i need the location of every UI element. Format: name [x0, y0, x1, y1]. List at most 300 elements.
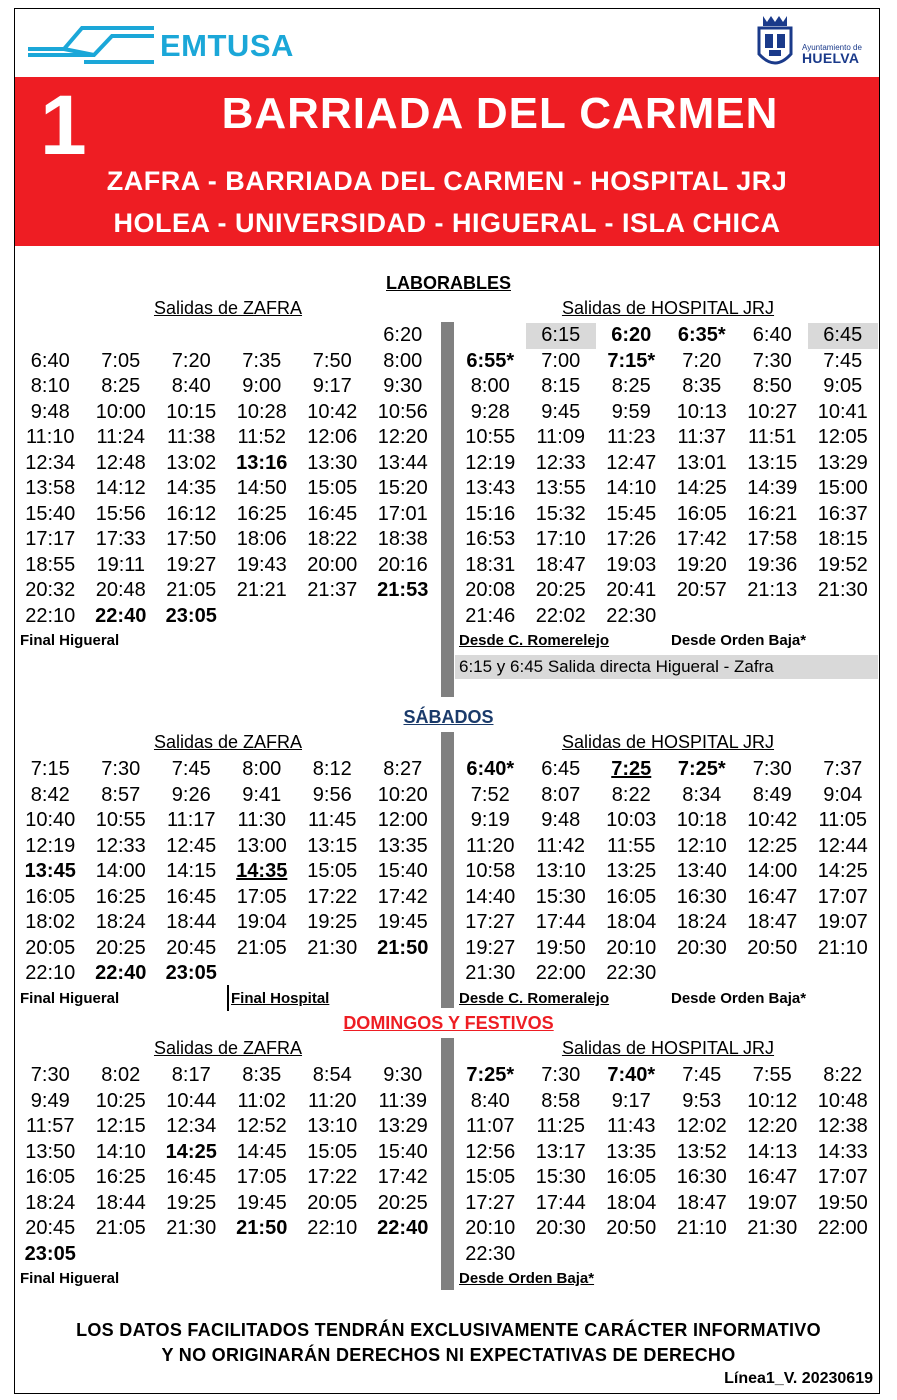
departure-time: 11:02 — [237, 1089, 287, 1112]
departure-time: 8:35 — [242, 1064, 282, 1086]
departure-time: 16:25 — [95, 1166, 146, 1188]
departure-time: 20:32 — [25, 579, 76, 601]
departure-time: 6:55* — [466, 349, 515, 372]
departure-time — [808, 1242, 879, 1268]
departure-time: 8:57 — [101, 783, 141, 806]
column-title-zafra: Salidas de ZAFRA — [153, 1038, 303, 1058]
departure-time: 13:45 — [24, 860, 76, 882]
departure-time: 12:52 — [236, 1115, 287, 1137]
departure-time: 7:20 — [171, 349, 211, 372]
table-row — [455, 936, 878, 962]
departure-time: 15:00 — [817, 477, 868, 499]
departure-time: 13:15 — [307, 834, 358, 857]
departure-time: 11:57 — [25, 1115, 75, 1137]
departure-time: 15:32 — [535, 502, 586, 525]
departure-time: 16:45 — [166, 885, 217, 908]
departure-time: 18:24 — [95, 911, 146, 933]
table-row — [455, 374, 878, 400]
departure-time: 20:50 — [606, 1217, 657, 1239]
departure-time — [737, 604, 808, 630]
departure-time: 9:30 — [383, 375, 423, 397]
departure-time: 8:50 — [752, 375, 792, 397]
departure-time: 17:44 — [535, 1191, 586, 1214]
departure-time: 20:30 — [676, 936, 727, 959]
departure-time: 22:40 — [95, 604, 147, 627]
departure-time: 16:25 — [95, 885, 146, 908]
departure-time: 12:02 — [676, 1115, 727, 1137]
departure-time: 10:58 — [465, 860, 516, 882]
departure-time: 22:40 — [377, 1217, 429, 1239]
departure-time: 7:30 — [30, 1064, 70, 1086]
departure-time: 7:15 — [30, 758, 70, 780]
departure-time: 22:30 — [465, 1242, 516, 1265]
departure-time: 16:37 — [817, 502, 868, 525]
departure-time: 13:29 — [377, 1115, 428, 1137]
departure-time: 11:25 — [536, 1115, 586, 1137]
departure-time: 6:15 — [526, 323, 597, 349]
departure-time: 12:34 — [25, 451, 76, 474]
table-row — [455, 1140, 878, 1166]
departure-time: 11:39 — [378, 1089, 428, 1112]
departure-time: 19:50 — [535, 936, 586, 959]
departure-time: 12:45 — [166, 834, 217, 857]
departure-time: 7:50 — [312, 349, 352, 372]
departure-time: 13:40 — [676, 860, 727, 882]
departure-time: 22:10 — [25, 962, 76, 984]
departure-time: 6:40* — [466, 758, 515, 780]
departure-time: 16:30 — [676, 885, 727, 908]
departure-time: 13:35 — [606, 1140, 657, 1163]
departure-time: 13:01 — [676, 451, 727, 474]
departure-time — [15, 323, 86, 349]
line-number: 1 — [40, 78, 87, 172]
departure-time: 18:24 — [676, 911, 727, 933]
weekday-zafra-grid — [15, 323, 438, 629]
table-row — [455, 604, 878, 630]
departure-time: 12:05 — [817, 426, 868, 448]
departure-time: 18:31 — [465, 553, 516, 576]
departure-time: 14:00 — [747, 860, 798, 882]
departure-time: 9:04 — [823, 783, 863, 806]
departure-time: 17:27 — [465, 911, 516, 933]
table-row — [15, 451, 438, 477]
departure-time: 7:30 — [752, 349, 792, 372]
departure-time — [86, 1242, 157, 1268]
departure-time: 11:30 — [237, 809, 287, 831]
departure-time — [737, 961, 808, 987]
table-row — [455, 808, 878, 834]
departure-time: 7:30 — [541, 1064, 581, 1086]
departure-time: 11:10 — [25, 426, 75, 448]
table-row — [455, 451, 878, 477]
departure-time: 11:23 — [606, 426, 656, 448]
departure-time: 21:53 — [377, 579, 429, 601]
note-desde-romerelejo: Desde C. Romerelejo — [459, 632, 610, 649]
table-row — [455, 502, 878, 528]
departure-time: 10:27 — [747, 400, 798, 423]
departure-time: 7:15* — [607, 349, 656, 372]
departure-time: 20:41 — [606, 579, 657, 601]
disclaimer-line-1: LOS DATOS FACILITADOS TENDRÁN EXCLUSIVAMENTE CARÁCTER INFORMATIVO — [76, 1320, 821, 1340]
departure-time: 11:45 — [307, 809, 357, 831]
table-row — [15, 834, 438, 860]
departure-time: 11:51 — [747, 426, 797, 448]
departure-time: 12:34 — [166, 1115, 217, 1137]
table-row — [15, 885, 438, 911]
departure-time: 13:55 — [535, 477, 586, 499]
table-row — [15, 910, 438, 936]
departure-time: 14:15 — [166, 860, 217, 882]
departure-time — [737, 1242, 808, 1268]
departure-time — [297, 1242, 368, 1268]
departure-time: 13:17 — [535, 1140, 586, 1163]
departure-time: 10:03 — [606, 809, 657, 831]
departure-time: 15:05 — [307, 477, 358, 499]
departure-time: 12:15 — [95, 1115, 146, 1137]
departure-time: 13:16 — [236, 451, 288, 474]
departure-time: 10:12 — [747, 1089, 798, 1112]
route-line-2: HOLEA - UNIVERSIDAD - HIGUERAL - ISLA CHICA — [113, 208, 781, 238]
departure-time: 11:43 — [606, 1115, 656, 1137]
departure-time: 8:22 — [611, 783, 651, 806]
departure-time: 21:30 — [465, 962, 516, 984]
line-name: BARRIADA DEL CARMEN — [221, 89, 779, 138]
saturday-zafra-grid — [15, 757, 438, 987]
departure-time: 18:04 — [606, 911, 657, 933]
note-final-higueral: Final Higueral — [20, 632, 120, 649]
departure-time: 15:16 — [465, 502, 516, 525]
departure-time: 22:30 — [606, 962, 657, 984]
departure-time: 15:40 — [377, 860, 428, 882]
departure-time: 12:10 — [676, 834, 727, 857]
departure-time: 10:18 — [676, 809, 727, 831]
note-direct-departure: 6:15 y 6:45 Salida directa Higueral - Zafra — [455, 655, 878, 679]
departure-time: 10:00 — [95, 400, 146, 423]
departure-time: 21:05 — [236, 936, 287, 959]
departure-time — [297, 961, 368, 987]
departure-time: 19:52 — [817, 553, 868, 576]
departure-time: 17:01 — [377, 502, 428, 525]
departure-time: 10:13 — [676, 400, 727, 423]
table-row — [15, 1242, 438, 1268]
departure-time: 9:48 — [541, 809, 581, 831]
departure-time: 20:05 — [25, 936, 76, 959]
departure-time: 14:10 — [95, 1140, 146, 1163]
column-title-zafra: Salidas de ZAFRA — [153, 732, 303, 752]
departure-time: 16:05 — [25, 1166, 76, 1188]
note-desde-orden-baja: Desde Orden Baja* — [459, 1270, 595, 1287]
departure-time: 15:40 — [25, 502, 76, 525]
departure-time: 11:09 — [536, 426, 586, 448]
departure-time: 21:05 — [95, 1217, 146, 1239]
departure-time: 8:40 — [171, 375, 211, 397]
departure-time: 12:33 — [95, 834, 146, 857]
departure-time: 9:56 — [312, 783, 352, 806]
table-row — [15, 1165, 438, 1191]
departure-time: 13:35 — [377, 834, 428, 857]
departure-time: 16:05 — [606, 1166, 657, 1188]
departure-time: 16:12 — [166, 502, 217, 525]
departure-time: 9:26 — [171, 783, 211, 806]
table-row — [455, 1216, 878, 1242]
departure-time: 16:05 — [25, 885, 76, 908]
table-row — [15, 783, 438, 809]
departure-time: 8:17 — [171, 1064, 211, 1086]
table-row — [455, 834, 878, 860]
table-row — [455, 1191, 878, 1217]
departure-time: 22:40 — [95, 962, 147, 984]
departure-time: 15:30 — [535, 885, 586, 908]
departure-time: 12:56 — [465, 1140, 516, 1163]
departure-time: 12:25 — [747, 834, 798, 857]
departure-time: 11:38 — [166, 426, 216, 448]
departure-time: 8:15 — [541, 375, 581, 397]
departure-time: 17:44 — [535, 911, 586, 933]
departure-time: 19:07 — [747, 1191, 798, 1214]
departure-time: 15:05 — [307, 860, 358, 882]
departure-time: 19:04 — [236, 911, 287, 933]
table-row — [15, 323, 438, 349]
departure-time — [526, 1242, 597, 1268]
departure-time: 9:17 — [611, 1089, 651, 1112]
table-row — [15, 1140, 438, 1166]
departure-time: 20:30 — [535, 1217, 586, 1239]
table-row — [15, 1089, 438, 1115]
departure-time: 7:45 — [823, 349, 863, 372]
departure-time: 14:25 — [676, 477, 727, 499]
departure-time: 21:21 — [236, 579, 287, 601]
departure-time: 15:56 — [95, 502, 146, 525]
table-row — [15, 757, 438, 783]
departure-time: 10:55 — [95, 809, 146, 831]
departure-time: 7:55 — [752, 1064, 792, 1086]
departure-time: 18:24 — [25, 1191, 76, 1214]
departure-time: 10:15 — [166, 400, 217, 423]
departure-time: 10:28 — [236, 400, 287, 423]
column-divider — [441, 1038, 454, 1290]
departure-time: 21:37 — [307, 579, 358, 601]
departure-time: 10:55 — [465, 426, 516, 448]
departure-time: 12:47 — [606, 451, 657, 474]
table-row — [15, 1114, 438, 1140]
departure-time: 17:07 — [817, 885, 868, 908]
table-row — [455, 1242, 878, 1268]
departure-time: 6:20 — [383, 324, 423, 346]
departure-time: 14:12 — [95, 477, 146, 499]
departure-time: 13:43 — [465, 477, 516, 499]
departure-time: 17:07 — [817, 1166, 868, 1188]
departure-time: 17:50 — [166, 528, 217, 550]
departure-time: 21:50 — [236, 1217, 288, 1239]
table-row — [455, 476, 878, 502]
departure-time: 17:22 — [307, 1166, 358, 1188]
table-row — [15, 604, 438, 630]
departure-time: 8:58 — [541, 1089, 581, 1112]
departure-time: 20:16 — [377, 553, 428, 576]
departure-time: 16:21 — [747, 502, 798, 525]
departure-time: 19:11 — [96, 553, 146, 576]
departure-time: 19:25 — [166, 1191, 217, 1214]
departure-time: 6:45 — [541, 758, 581, 780]
departure-time: 7:25* — [677, 758, 726, 780]
departure-time: 13:00 — [236, 834, 287, 857]
note-desde-orden-baja: Desde Orden Baja* — [671, 632, 807, 649]
departure-time: 8:35 — [682, 375, 722, 397]
departure-time: 12:19 — [465, 451, 516, 474]
departure-time: 21:30 — [307, 936, 358, 959]
departure-time: 19:27 — [465, 936, 516, 959]
table-row — [455, 1114, 878, 1140]
departure-time — [227, 1242, 298, 1268]
departure-time: 19:36 — [747, 553, 798, 576]
departure-time: 22:02 — [535, 604, 586, 627]
departure-time: 20:00 — [307, 553, 358, 576]
departure-time: 13:44 — [377, 451, 428, 474]
departure-time: 9:19 — [470, 809, 510, 831]
departure-time: 9:53 — [682, 1089, 722, 1112]
departure-time: 21:50 — [377, 936, 429, 959]
table-row — [15, 527, 438, 553]
departure-time: 17:33 — [95, 528, 146, 550]
council-label — [802, 43, 862, 66]
departure-time: 9:00 — [242, 375, 282, 397]
departure-time: 18:44 — [95, 1191, 146, 1214]
departure-time — [86, 323, 157, 349]
table-row — [15, 400, 438, 426]
departure-time: 10:25 — [95, 1089, 146, 1112]
route-line-1: ZAFRA - BARRIADA DEL CARMEN - HOSPITAL JRJ — [106, 166, 788, 196]
departure-time: 21:30 — [817, 579, 868, 601]
departure-time: 21:30 — [747, 1217, 798, 1239]
departure-time: 12:00 — [377, 809, 428, 831]
brand-name: EMTUSA — [160, 28, 294, 63]
departure-time: 10:20 — [377, 783, 428, 806]
departure-time: 17:27 — [465, 1191, 516, 1214]
departure-time: 12:20 — [377, 426, 428, 448]
table-row — [455, 885, 878, 911]
table-row — [15, 553, 438, 579]
departure-time: 10:42 — [307, 400, 358, 423]
table-row — [455, 1063, 878, 1089]
departure-time: 16:47 — [747, 885, 798, 908]
departure-time: 12:06 — [307, 426, 358, 448]
departure-time: 8:00 — [470, 375, 510, 397]
sunday-hospital-grid — [455, 1063, 878, 1267]
departure-time: 14:40 — [465, 885, 516, 908]
table-row — [455, 527, 878, 553]
departure-time: 19:27 — [166, 553, 217, 576]
departure-time: 8:34 — [682, 783, 722, 806]
departure-time: 23:05 — [165, 962, 217, 984]
departure-time: 8:27 — [383, 758, 423, 780]
departure-time: 8:10 — [30, 375, 70, 397]
departure-time: 11:52 — [237, 426, 287, 448]
table-row — [455, 1165, 878, 1191]
huelva-crest-icon — [755, 14, 795, 72]
departure-time: 9:30 — [383, 1064, 423, 1086]
departure-time: 22:10 — [307, 1217, 358, 1239]
table-row — [15, 374, 438, 400]
departure-time: 10:44 — [166, 1089, 217, 1112]
departure-time: 17:42 — [676, 528, 727, 550]
departure-time: 8:02 — [101, 1064, 141, 1086]
departure-time: 12:19 — [25, 834, 76, 857]
departure-time: 16:25 — [236, 502, 287, 525]
departure-time — [227, 604, 298, 630]
departure-time: 17:22 — [307, 885, 358, 908]
departure-time — [368, 604, 439, 630]
note-final-higueral: Final Higueral — [20, 990, 120, 1007]
departure-time: 7:45 — [682, 1064, 722, 1086]
departure-time: 18:04 — [606, 1191, 657, 1214]
departure-time: 7:30 — [101, 758, 141, 780]
departure-time: 13:10 — [307, 1115, 358, 1137]
departure-time — [297, 604, 368, 630]
departure-time: 15:30 — [535, 1166, 586, 1188]
departure-time: 18:06 — [236, 528, 287, 550]
departure-time: 6:20 — [611, 324, 652, 346]
note-desde-orden-baja: Desde Orden Baja* — [671, 990, 807, 1007]
table-row — [455, 400, 878, 426]
departure-time: 14:50 — [236, 477, 287, 499]
departure-time: 10:42 — [747, 809, 798, 831]
column-title-zafra: Salidas de ZAFRA — [153, 298, 303, 318]
table-row — [455, 757, 878, 783]
departure-time: 15:05 — [465, 1166, 516, 1188]
departure-time: 6:45 — [808, 323, 879, 349]
column-title-hospital: Salidas de HOSPITAL JRJ — [561, 298, 775, 318]
version-label: Línea1_V. 20230619 — [724, 1370, 873, 1387]
departure-time: 13:02 — [166, 451, 217, 474]
emtusa-logo-icon — [24, 22, 159, 67]
departure-time: 13:50 — [25, 1140, 76, 1163]
section-title-weekday: LABORABLES — [386, 273, 511, 293]
table-row — [455, 578, 878, 604]
departure-time: 21:13 — [747, 579, 798, 601]
table-row — [455, 961, 878, 987]
departure-time: 14:39 — [747, 477, 798, 499]
departure-time: 17:42 — [377, 885, 428, 908]
departure-time: 20:10 — [465, 1217, 516, 1239]
departure-time: 13:10 — [535, 860, 586, 882]
departure-time: 7:35 — [242, 349, 282, 372]
departure-time: 20:50 — [747, 936, 798, 959]
departure-time: 12:20 — [747, 1115, 798, 1137]
departure-time — [227, 323, 298, 349]
departure-time: 11:20 — [465, 834, 515, 857]
departure-time: 18:38 — [377, 528, 428, 550]
departure-time: 22:00 — [535, 962, 586, 984]
departure-time: 14:35 — [166, 477, 217, 499]
column-title-hospital: Salidas de HOSPITAL JRJ — [561, 732, 775, 752]
departure-time: 15:05 — [307, 1140, 358, 1163]
departure-time: 17:10 — [535, 528, 586, 550]
departure-time: 16:05 — [606, 885, 657, 908]
departure-time: 22:10 — [25, 604, 76, 627]
departure-time: 8:40 — [470, 1089, 510, 1112]
departure-time: 14:25 — [165, 1140, 217, 1163]
departure-time: 16:53 — [465, 528, 516, 550]
departure-time: 17:42 — [377, 1166, 428, 1188]
departure-time: 17:05 — [236, 1166, 287, 1188]
departure-time: 20:45 — [25, 1217, 76, 1239]
departure-time: 17:58 — [747, 528, 798, 550]
departure-time: 11:55 — [606, 834, 656, 857]
table-row — [15, 476, 438, 502]
departure-time: 12:44 — [817, 834, 868, 857]
departure-time: 8:22 — [823, 1064, 863, 1086]
departure-time: 8:42 — [30, 783, 70, 806]
